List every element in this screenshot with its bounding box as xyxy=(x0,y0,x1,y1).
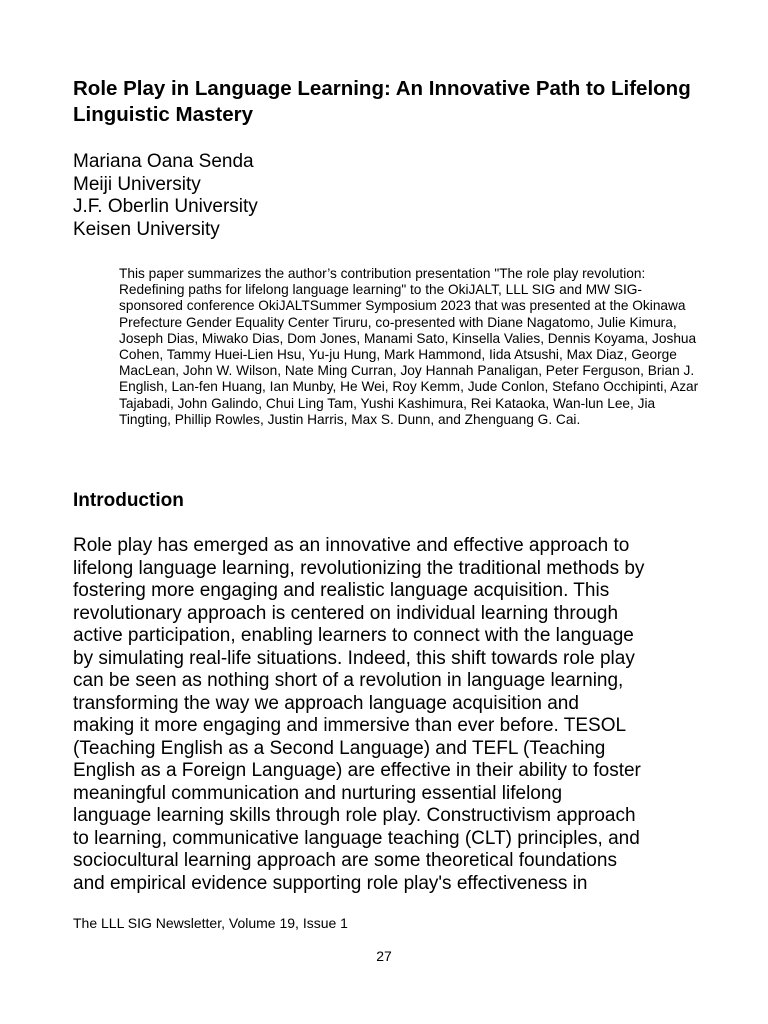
article-title: Role Play in Language Learning: An Innovative Path to Lifelong Linguistic Mastery xyxy=(73,77,691,126)
author-affiliation: J.F. Oberlin University xyxy=(73,196,258,218)
author-affiliation: Meiji University xyxy=(73,173,201,195)
body-line: Role play has emerged as an innovative and effective approach to xyxy=(73,535,630,556)
body-line: transforming the way we approach language acquisition and xyxy=(73,692,579,714)
body-line: English as a Foreign Language) are effective in their ability to foster xyxy=(73,760,641,781)
author-block xyxy=(73,151,673,241)
abstract-paragraph: This paper summarizes the author’s contribution presentation "The role play revolution: Redefining paths for lifelong language learning" to the OkiJALT, LLL SIG and MW SIG-sponsored conference OkiJALTSummer Symposium 2023 that was presented at the Okinawa Prefecture Gender Equality Center Tiruru, co-presented with Diane Nagatomo, Julie Kimura, Joseph Dias, Miwako Dias, Dom Jones, Manami Sato, Kinsella Valies, Dennis Koyama, Joshua Cohen, Tammy Huei-Lien Hsu, Yu-ju Hung, Mark Hammond, Iida Atsushi, Max Diaz, George MacLean, John W. Wilson, Nate Ming Curran, Joy Hannah Panaligan, Peter Ferguson, Brian J. English, Lan-fen Huang, Ian Munby, He Wei, Roy Kemm, Jude Conlon, Stefano Occhipinti, Azar Tajabadi, John Galindo, Chui Ling Tam, Yushi Kashimura, Rei Kataoka, Wan-lun Lee, Jia Tingting, Phillip Rowles, Justin Harris, Max S. Dunn, and Zhenguang G. Cai. xyxy=(119,266,699,427)
body-line: active participation, enabling learners to connect with the language xyxy=(73,625,634,646)
body-line: making it more engaging and immersive than ever before. TESOL xyxy=(73,715,627,736)
body-line: to learning, communicative language teaching (CLT) principles, and xyxy=(73,827,640,849)
publication-footer: The LLL SIG Newsletter, Volume 19, Issue 1 xyxy=(73,915,348,931)
body-line: and empirical evidence supporting role play's effectiveness in xyxy=(73,872,588,894)
body-line: sociocultural learning approach are some theoretical foundations xyxy=(73,850,617,871)
body-line: revolutionary approach is centered on individual learning through xyxy=(73,602,619,624)
author-name: Mariana Oana Senda xyxy=(73,151,254,172)
section-heading: Introduction xyxy=(73,490,184,511)
body-line: by simulating real-life situations. Indeed, this shift towards role play xyxy=(73,647,635,669)
author-affiliation: Keisen University xyxy=(73,218,220,240)
body-line: language learning skills through role play. Constructivism approach xyxy=(73,805,636,826)
body-paragraph xyxy=(73,535,698,895)
body-line: fostering more engaging and realistic language acquisition. This xyxy=(73,580,610,601)
page-number: 27 xyxy=(376,948,392,964)
body-line: (Teaching English as a Second Language) and TEFL (Teaching xyxy=(73,737,606,759)
body-line: lifelong language learning, revolutionizing the traditional methods by xyxy=(73,557,645,579)
body-line: meaningful communication and nurturing essential lifelong xyxy=(73,782,563,804)
body-line: can be seen as nothing short of a revolution in language learning, xyxy=(73,670,624,691)
